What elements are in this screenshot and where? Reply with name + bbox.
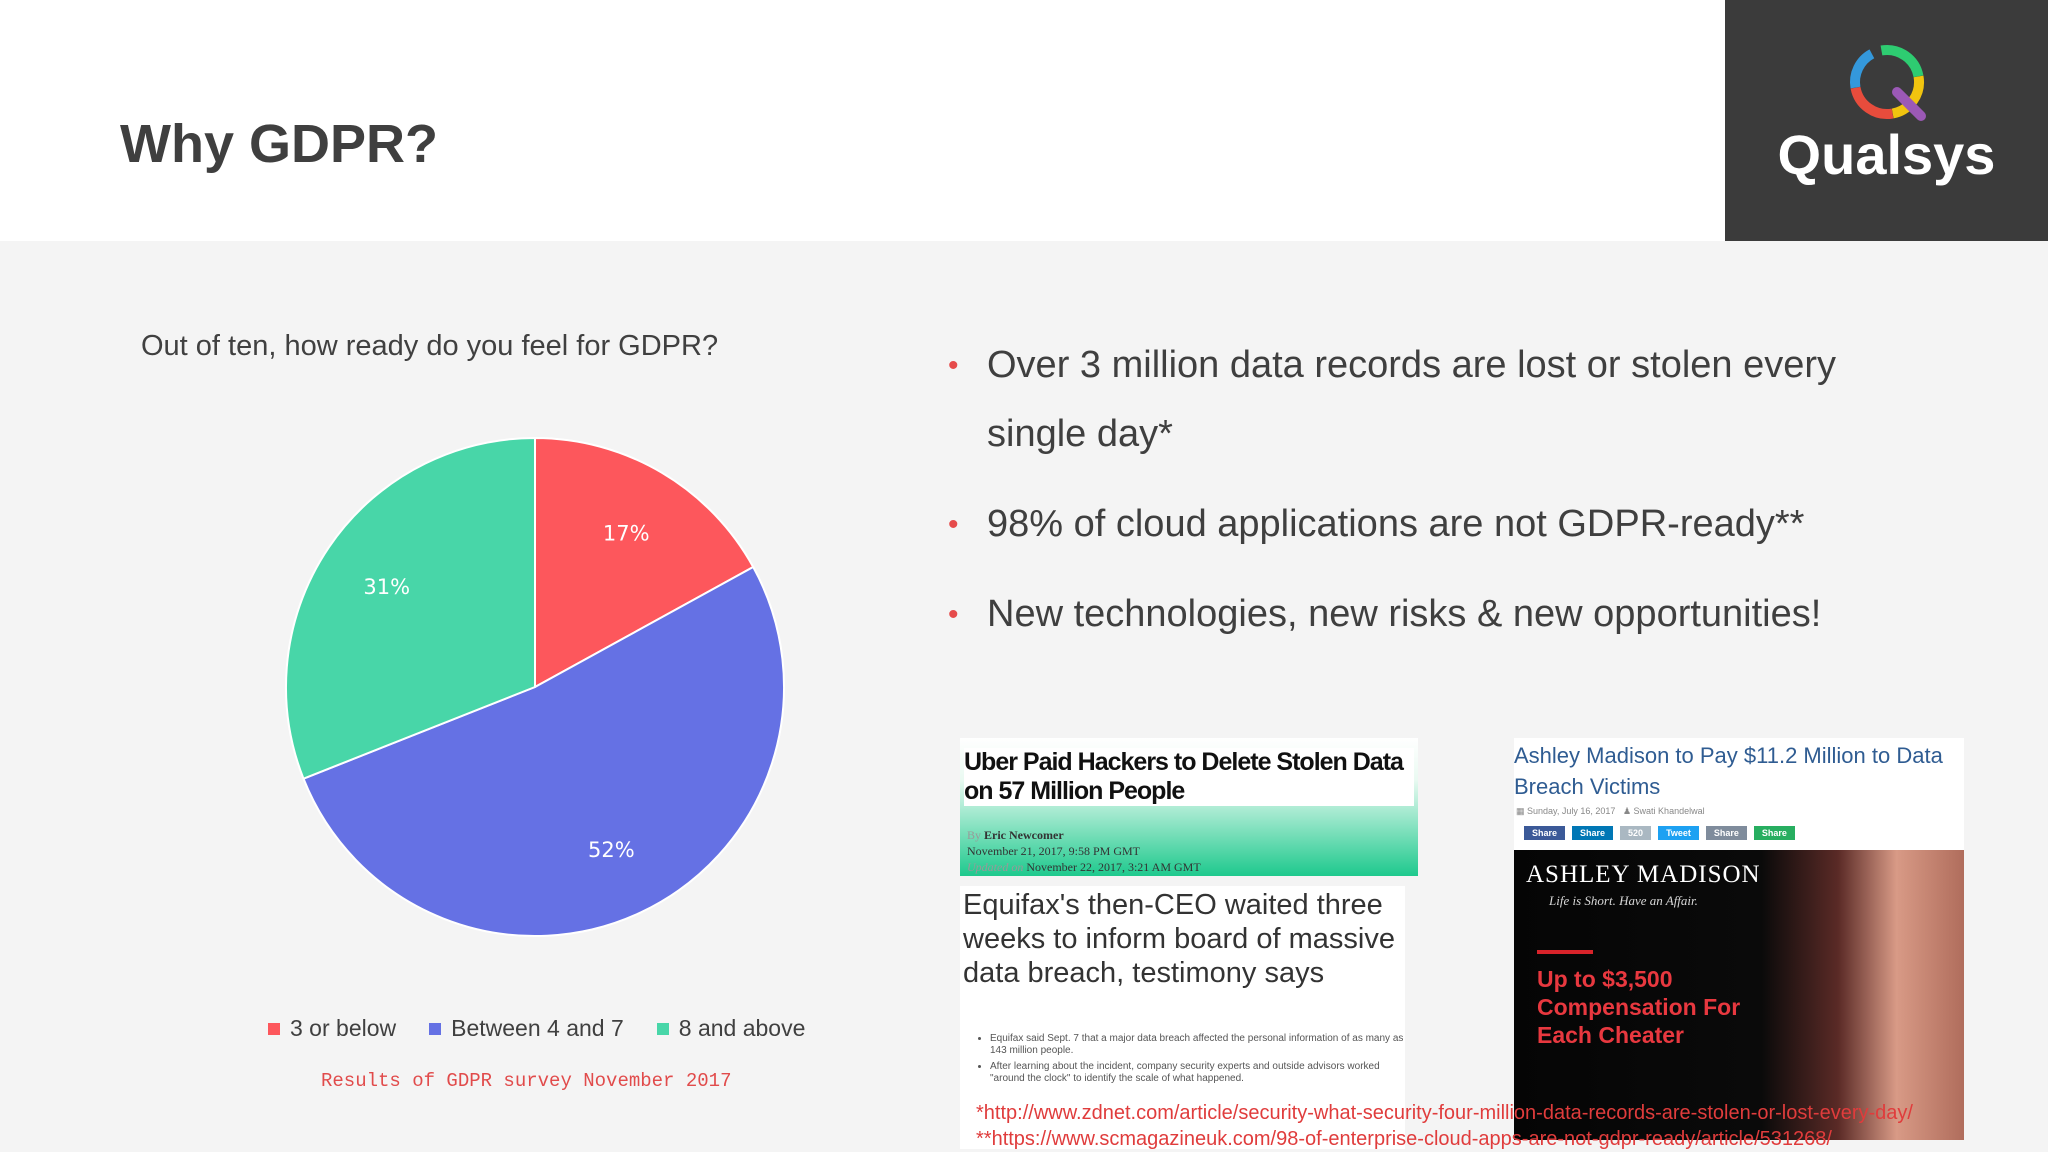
bullet-dot-icon: • — [948, 349, 959, 382]
ad-divider — [1537, 950, 1593, 954]
author-icon: ♟ — [1622, 806, 1632, 816]
ashley-madison-article-clipping — [1514, 738, 1964, 851]
bullet-item — [948, 490, 1948, 559]
legend-label-high: 8 and above — [678, 1015, 806, 1041]
equifax-headline: Equifax's then-CEO waited three weeks to inform board of massive data breach, testimony says — [963, 889, 1395, 989]
equifax-point: • After learning about the incident, company security experts and outside advisors worked "around the clock" to identify the scale of what happened. — [990, 1061, 1415, 1085]
equifax-point: • Equifax said Sept. 7 that a major data breach affected the personal information of as many as 143 million people. — [990, 1033, 1415, 1057]
twitter-tweet-button[interactable]: Tweet — [1658, 826, 1699, 840]
legend-item-low — [268, 1015, 396, 1042]
ashley-headline: Ashley Madison to Pay $11.2 Million to Data Breach Victims — [1514, 743, 1943, 799]
bullet-text: 98% of cloud applications are not GDPR-ready** — [987, 503, 1805, 545]
reddit-share-button[interactable]: Share — [1706, 826, 1747, 840]
bullet-text: New technologies, new risks & new opportunities! — [987, 593, 1822, 635]
calendar-icon: ▦ — [1516, 806, 1525, 816]
qualsys-logo-mark-icon — [1725, 0, 2048, 241]
bullet-list — [948, 331, 1948, 670]
linkedin-share-button[interactable]: Share — [1572, 826, 1613, 840]
uber-published: November 21, 2017, 9:58 PM GMT — [967, 844, 1140, 858]
survey-footnote: Results of GDPR survey November 2017 — [321, 1070, 732, 1092]
bullet-dot-icon: • — [948, 508, 959, 541]
slide-content — [0, 241, 2048, 1152]
legend-item-high — [657, 1015, 806, 1042]
generic-share-button[interactable]: Share — [1754, 826, 1795, 840]
ashley-madison-ad-image — [1514, 850, 1964, 1140]
uber-headline: Uber Paid Hackers to Delete Stolen Data on 57 Million People — [964, 748, 1414, 806]
legend-swatch-mid — [429, 1023, 441, 1035]
source-link-zdnet[interactable]: *http://www.zdnet.com/article/security-what-security-four-million-data-records-are-stolen-or-lost-every-day/ — [976, 1102, 1913, 1124]
pie-label-high: 31% — [363, 575, 411, 600]
pie-label-mid: 52% — [587, 838, 635, 863]
legend-item-mid — [429, 1015, 624, 1042]
share-buttons — [1524, 826, 1795, 840]
ashley-brand: ASHLEY MADISON — [1526, 861, 1761, 888]
ashley-tagline: Life is Short. Have an Affair. — [1549, 893, 1698, 908]
slide-title: Why GDPR? — [120, 114, 438, 174]
ashley-date: Sunday, July 16, 2017 — [1527, 806, 1616, 816]
chart-legend — [268, 1015, 805, 1042]
legend-swatch-low — [268, 1023, 280, 1035]
legend-label-low: 3 or below — [290, 1015, 397, 1041]
uber-updated-prefix: Updated on — [967, 860, 1024, 874]
slide-header — [0, 0, 2048, 241]
logo-text: Qualsys — [1777, 123, 1996, 186]
pie-chart — [0, 241, 800, 1001]
ashley-meta — [1516, 806, 1705, 817]
bullet-item — [948, 580, 1948, 649]
facebook-share-button[interactable]: Share — [1524, 826, 1565, 840]
ashley-author: Swati Khandelwal — [1633, 806, 1705, 816]
source-links — [976, 1100, 1913, 1152]
source-link-scmagazine[interactable]: **https://www.scmagazineuk.com/98-of-enterprise-cloud-apps-are-not-gdpr-ready/article/531268/ — [976, 1128, 1832, 1150]
pie-label-low: 17% — [602, 521, 650, 546]
legend-swatch-high — [657, 1023, 669, 1035]
uber-article-clipping — [960, 738, 1418, 876]
qualsys-logo — [1725, 0, 2048, 241]
share-count: 520 — [1620, 826, 1651, 840]
ashley-offer: Up to $3,500 Compensation For Each Cheater — [1537, 966, 1741, 1048]
uber-byline — [967, 827, 1201, 875]
bullet-text: Over 3 million data records are lost or stolen every single day* — [987, 344, 1837, 455]
equifax-points — [976, 1033, 1415, 1085]
bullet-item — [948, 331, 1948, 469]
survey-question: Out of ten, how ready do you feel for GDPR? — [141, 330, 719, 362]
bullet-dot-icon: • — [948, 598, 959, 631]
uber-byline-prefix: By — [967, 828, 982, 842]
uber-updated: November 22, 2017, 3:21 AM GMT — [1026, 860, 1201, 874]
legend-label-mid: Between 4 and 7 — [451, 1015, 624, 1041]
uber-author: Eric Newcomer — [984, 828, 1064, 842]
